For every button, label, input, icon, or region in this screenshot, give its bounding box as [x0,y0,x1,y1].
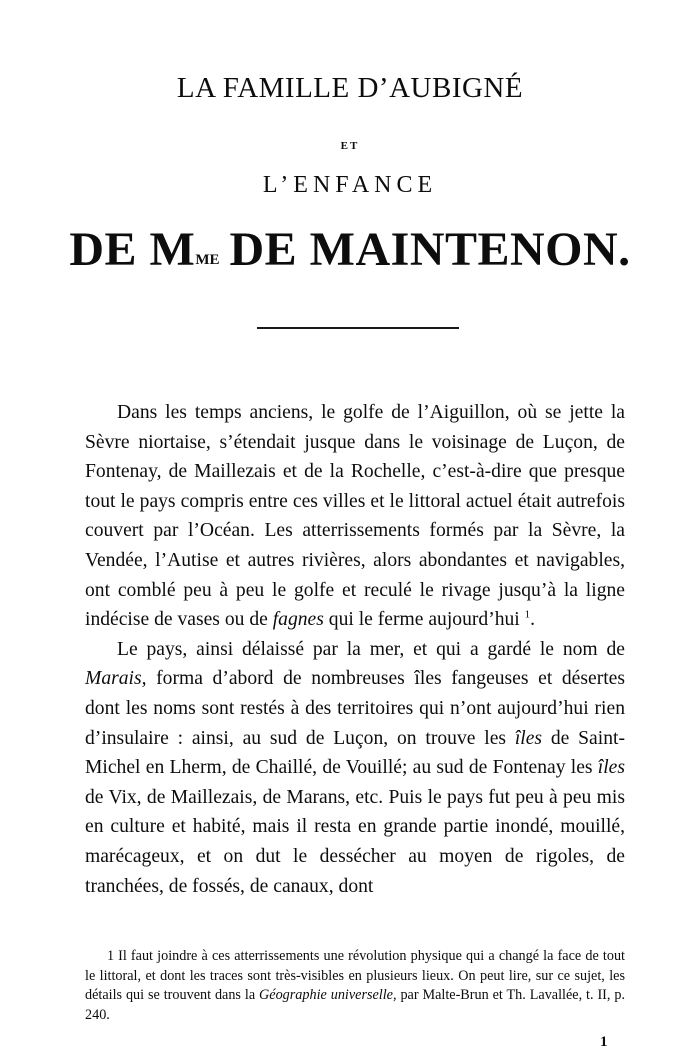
title-superscript: ME [195,252,220,268]
footnote-italic-title: Géographie universelle, [259,987,397,1004]
italic-term: fagnes [272,609,324,631]
body-text [85,398,625,901]
title-line-1: LA FAMILLE D’AUBIGNÉ [176,72,524,104]
title-suffix: DE MAINTENON. [229,223,631,276]
paragraph-1: Dans les temps anciens, le golfe de l’Aiguillon, où se jette la Sèvre niortaise, s’étendait jusque dans le voisinage de Luçon, de Fontenay, de Maillezais et de la Rochelle, c’est-à-dire que presque tout le pays compris entre ces villes et le littoral actuel était autrefois couvert par l’Océan. Les atterrissements formés par la Sèvre, la Vendée, l’Autise et autres rivières, alors abondantes et navigables, ont comblé peu à peu le golfe et reculé le rivage jusqu’à la ligne indécise de vases ou de fagnes qui le ferme aujourd’hui $^1$. [85,402,625,631]
signature-mark: 1 [600,1034,608,1050]
italic-term: îles [597,757,625,779]
italic-term: îles [514,727,543,749]
italic-term: Marais, [85,668,147,690]
footnote-mark: 1 [107,948,115,964]
title-line-2: L’ENFANCE [262,172,438,198]
footnote-reference[interactable]: 1 [524,608,531,621]
title-divider [257,327,459,329]
title-conjunction: ET [340,140,360,152]
paragraph-2: Le pays, ainsi délaissé par la mer, et qui a gardé le nom de Marais, forma d’abord de nombreuses îles fangeuses et désertes dont les noms sont restés à des territoires qui n’ont aujourd’hui rien d’insulaire : ainsi, au sud de Luçon, on trouve les îles de Saint-Michel en Lherm, de Chaillé, de Vouillé; au sud de Fontenay les îles de Vix, de Maillezais, de Marans, etc. Puis le pays fut peu à peu mis en culture et habité, mais il resta en grande partie inondé, mouillé, marécageux, et on dut le dessécher au moyen de rigoles, de tranchées, de fossés, de canaux, dont [85,638,625,897]
title-line-3 [0,220,700,280]
footnote: 1 Il faut joindre à ces atterrissements une révolution physique qui a changé la face de tout le littoral, et dont les traces sont très-visibles en plusieurs lieux. On peut lire, sur ce sujet, les détails qui se trouvent dans la Géographie universelle, par Malte-Brun et Th. Lavallée, t. II, p. 240. [85,948,625,1023]
title-prefix: DE M [69,223,196,276]
